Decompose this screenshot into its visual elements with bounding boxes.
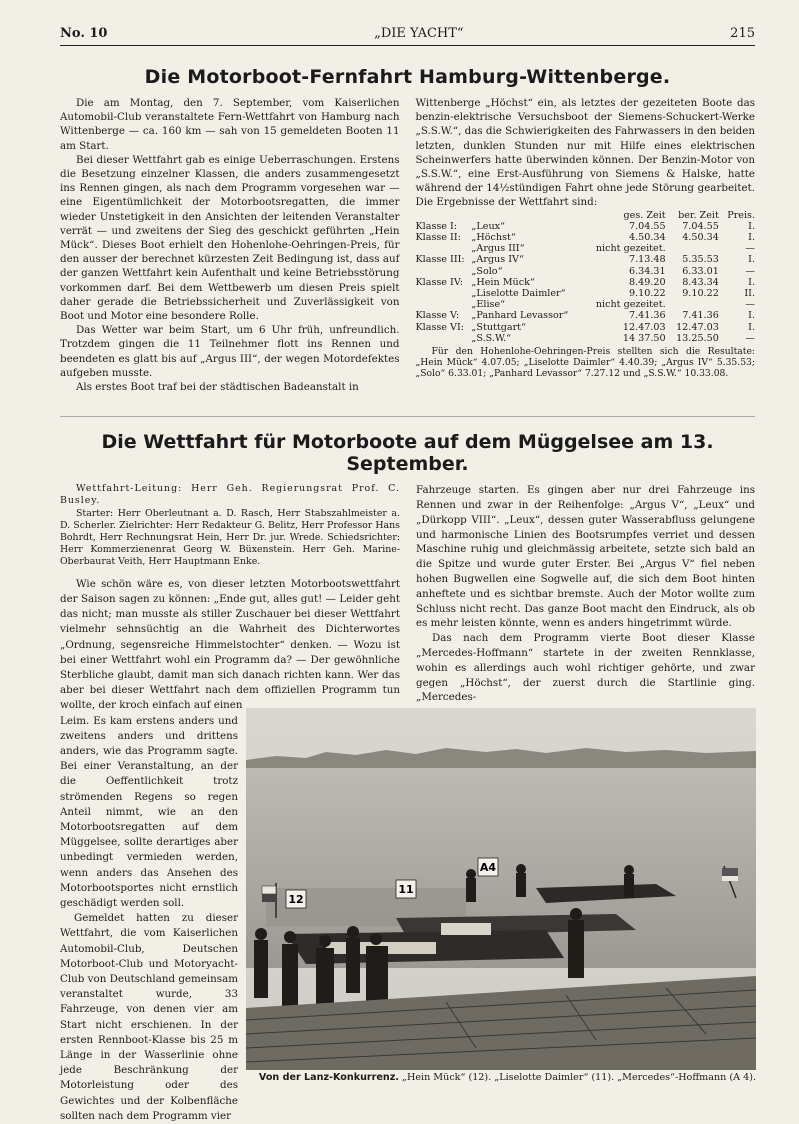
results-row [416,310,756,321]
boat-number-label: 11 [398,883,414,896]
results-ges-cell: 12.47.03 [622,321,666,333]
results-prize-cell: I. [748,254,755,266]
results-boat-cell: „Leux“ [471,220,505,232]
paragraph: Wie schön wäre es, von dieser letzten Motorbootswettfahrt der Saison sagen zu können: „Ende gut, alles gut! — Leider geht das nicht; man musste als stiller Zuschauer bei dieser Wettfahrt vielmehr sehnsüchtig an die Wahrheit des Dichterwortes „Ordnung, segensreiche Himmelstochter“ denken. — Wozu ist bei einer Wettfahrt wohl ein Programm da? — Der gewöhnliche Sterbliche glaubt, damit man sich danach richten kann. Wer das aber bei dieser Wettfahrt nach dem offiziellen Programm tun wollte, der kroch einfach auf einen [60,577,400,712]
results-row [416,221,756,232]
results-ber-cell: 13.25.50 [676,332,719,344]
results-class-cell [416,288,472,299]
results-boat-cell: „S.S.W.“ [471,332,512,344]
results-class-cell [416,266,472,277]
results-prize-cell: I. [748,232,755,244]
results-ges-cell: 6.34.31 [629,265,666,277]
results-row [416,288,756,299]
results-ges-cell: 14 37.50 [622,332,666,344]
magazine-page [60,26,755,1124]
results-row [416,266,756,277]
issue-number: No. 10 [60,26,108,41]
paragraph: Als erstes Boot traf bei der städtischen Badeanstalt in [76,381,359,394]
results-ber-cell: 7.41.36 [682,310,719,322]
article1-left-column [60,96,400,394]
journal-title: „DIE YACHT“ [374,26,464,41]
officials-list [60,483,400,568]
page-number: 215 [730,26,755,41]
results-prize-cell: — [745,299,755,311]
article2-narrow-column [60,714,238,1124]
results-class-cell [416,333,472,344]
results-boat-cell: „Solo“ [471,265,503,277]
results-ges-cell: 7.41.36 [629,310,666,322]
results-row [416,232,756,243]
boat-number-label: 12 [288,893,304,906]
results-prize-cell: — [745,265,755,277]
results-boat-cell: „Liselotte Daimler“ [471,288,566,300]
results-prize-cell: II. [744,288,755,300]
paragraph: Bei dieser Wettfahrt gab es einige Ueberraschungen. Erstens die Besetzung einzelner Klassen, die anders zusammengesetzt ins Rennen gingen, als nach dem Programm vorgesehen war — eine Eigentümlichkeit der Motorbootsregatten, die immer wieder Unstetigkeit in den Ansichten der leitenden Veranstalter verrät — und zweitens der Sieg des geschickt geführten „Hein Mück“. Dieses Boot erhielt den Hohenlohe-Oehringen-Preis, für den ausser der berechnet kürzesten Zeit Bedingung ist, dass auf der ganzen Wettfahrt kein Aufenthalt und keine Betriebsstörung vorkommen darf. Bei dem Wettbewerb um diesen Preis spielt daher gerade die Betriebssicherheit und Zuverlässigkeit von Boot und Motor eine besondere Rolle. [60,153,400,323]
results-ber-cell: 9.10.22 [682,288,719,300]
results-ber-cell: 7.04.55 [682,220,719,232]
results-ges-cell: 7.04.55 [629,220,666,232]
results-class-cell: Klasse III: [415,254,465,266]
officials-names: Starter: Herr Oberleutnant a. D. Rasch, Herr Stabszahlmeister a. D. Scherler. Zielrichter: Herr Redakteur G. Belitz, Herr Professor Hans Bohrdt, Herr Rechnungsrat Hein, Herr Dr. jur. Wrede. Schiedsrichter: Herr Kommerzienenrat Georg W. Büxenstein. Herr Geh. Marine-Oberbaurat Veith, Herr Hauptmann Enke. [60,507,400,568]
article1-body [60,96,755,394]
results-row [416,322,756,333]
results-ges-cell: nicht gezeitet. [595,243,666,255]
results-prize-cell: — [745,332,755,344]
results-class-cell: Klasse V: [415,310,460,322]
results-ber-cell: 8.43.34 [682,276,719,288]
results-class-cell: Klasse I: [415,220,458,232]
results-ges-cell: 4.50.34 [629,232,666,244]
boat-number-label: A4 [479,861,497,874]
caption-title: Von der Lanz-Konkurrenz. [258,1072,399,1083]
results-ges-cell: 8.49.20 [629,276,666,288]
photo-figure [246,708,756,1086]
results-boat-cell: „Elise“ [471,299,506,311]
results-prize-cell: I. [748,276,755,288]
paragraph: Leim. Es kam erstens anders und zweitens anders und drittens anders, wie das Programm sagte. Bei einer Veranstaltung, an der die Oeffentlichkeit trotz strömenden Regens so regen Anteil nimmt, wie an den Motorbootsregatten auf dem Müggelsee, sollte derartiges aber unbedingt vermieden werden, wenn anders das Ansehen des Motorbootsportes nicht ernstlich geschädigt werden soll. [60,714,238,909]
results-ges-cell: 7.13.48 [629,254,666,266]
results-class-cell: Klasse II: [415,232,461,244]
header-preis: Preis. [727,209,755,221]
results-ber-cell [666,243,719,254]
results-boat-cell: „Hein Mück“ [471,276,535,288]
page-header [60,26,755,46]
results-ber-cell: 5.35.53 [682,254,719,266]
paragraph: Die am Montag, den 7. September, vom Kaiserlichen Automobil-Club veranstaltete Fern-Wettfahrt von Hamburg nach Wittenberge — ca. 160 km — sah von 15 gemeldeten Booten 11 am Start. [60,97,400,152]
results-row [416,299,756,310]
results-row [416,333,756,344]
results-class-cell [416,299,472,310]
results-ber-cell: 6.33.01 [682,265,719,277]
results-table [416,210,756,344]
results-ges-cell: 9.10.22 [629,288,666,300]
prize-note: Für den Hohenlohe-Oehringen-Preis stellten sich die Resultate: „Hein Mück“ 4.07.05; „Liselotte Daimler“ 4.40.39; „Argus IV“ 5.35.53; „Solo“ 6.33.01; „Panhard Levassor“ 7.27.12 und „S.S.W.“ 10.33.08. [415,346,755,380]
paragraph: Das Wetter war beim Start, um 6 Uhr früh, unfreundlich. Trotzdem gingen die 11 Teilnehmer flott ins Rennen und beendeten es glatt bis auf „Argus III“, der wegen Motordefektes aufgeben musste. [60,324,400,379]
results-prize-cell: I. [748,310,755,322]
article2-title: Die Wettfahrt für Motorboote auf dem Müggelsee am 13. September. [60,416,755,475]
paragraph: Wittenberge „Höchst“ ein, als letztes der gezeiteten Boote das benzin-elektrische Versuchsboot der Siemens-Schuckert-Werke „S.S.W.“, das die Schwierigkeiten des Fahrwassers in den beiden letzten, dunklen Stunden nur mit Hilfe eines elektrischen Scheinwerfers hatte überwinden können. Der Benzin-Motor von „S.S.W.“, eine Erst-Ausführung von Siemens & Halske, hatte während der 14½stündigen Fahrt ohne jede Störung gearbeitet. Die Ergebnisse der Wettfahrt sind: [415,97,755,209]
results-ber-cell [666,299,719,310]
race-leadership: Wettfahrt-Leitung: Herr Geh. Regierungsrat Prof. C. Busley. [60,483,400,507]
results-prize-cell: I. [748,220,755,232]
flag-left [262,886,276,894]
article1-title: Die Motorboot-Fernfahrt Hamburg-Wittenberge. [144,66,671,88]
header-ges-zeit: ges. Zeit [623,209,666,221]
caption-text: „Hein Mück“ (12). „Liselotte Daimler“ (11). „Mercedes“-Hoffmann (A 4). [402,1072,756,1083]
results-row [416,243,756,254]
results-row [416,277,756,288]
header-ber-zeit: ber. Zeit [678,209,719,221]
results-boat-cell: „Panhard Levassor“ [471,310,569,322]
photo-caption [246,1072,756,1083]
results-boat-cell: „Stuttgart“ [471,321,526,333]
results-class-cell [416,243,472,254]
results-boat-cell: „Höchst“ [471,232,516,244]
results-header-row [416,210,756,221]
results-ges-cell: nicht gezeitet. [595,299,666,311]
article1-right-column [416,96,756,394]
results-class-cell: Klasse IV: [415,276,464,288]
results-prize-cell: I. [748,321,755,333]
paragraph: Fahrzeuge starten. Es gingen aber nur drei Fahrzeuge ins Rennen und zwar in der Reihenfolge: „Argus V“, „Leux“ und „Dürkopp VIII“. „Leux“, dessen guter Wasserabfluss gelungene und harmonische Linien des Bootsrumpfes verriet und dessen Maschine ruhig und gleichmässig arbeitete, setzte sich bald an die Spitze und wurde guter Erster. Bei „Argus V“ fiel neben hohen Bugwellen eine Sogwelle auf, die sich dem Boot hinten anheftete und es sichtbar bremste. Auch der Motor wollte zum Schluss nicht recht. Das ganze Boot macht den Eindruck, als ob es mehr leisten könnte, wenn es anders hingetrimmt würde. [416,484,755,630]
paragraph: Das nach dem Programm vierte Boot dieser Klasse „Mercedes-Hoffmann“ startete in der zweiten Rennklasse, wohin es allerdings auch wohl richtiger gehörte, und zwar gegen „Höchst“, der zuerst durch die Startlinie ging. „Mercedes- [416,632,755,704]
results-ber-cell: 4.50.34 [682,232,719,244]
results-prize-cell: — [745,243,755,255]
article2-left-text [60,577,400,714]
results-row [416,254,756,265]
results-class-cell: Klasse VI: [415,321,464,333]
results-ber-cell: 12.47.03 [676,321,719,333]
motorboat-photo [246,708,756,1070]
paragraph: Gemeldet hatten zu dieser Wettfahrt, die vom Kaiserlichen Automobil-Club, Deutschen Motorboot-Club und Motoryacht-Club von Deutschland gemeinsam veranstaltet wurde, 33 Fahrzeuge, von denen vier am Start nicht erschienen. In der ersten Rennboot-Klasse bis 25 m Länge in der Wasserlinie ohne jede Beschränkung der Motorleistung oder des Gewichtes und der Kolbenfläche sollten nach dem Programm vier [60,912,238,1122]
results-boat-cell: „Argus III“ [471,243,525,255]
results-boat-cell: „Argus IV“ [471,254,524,266]
